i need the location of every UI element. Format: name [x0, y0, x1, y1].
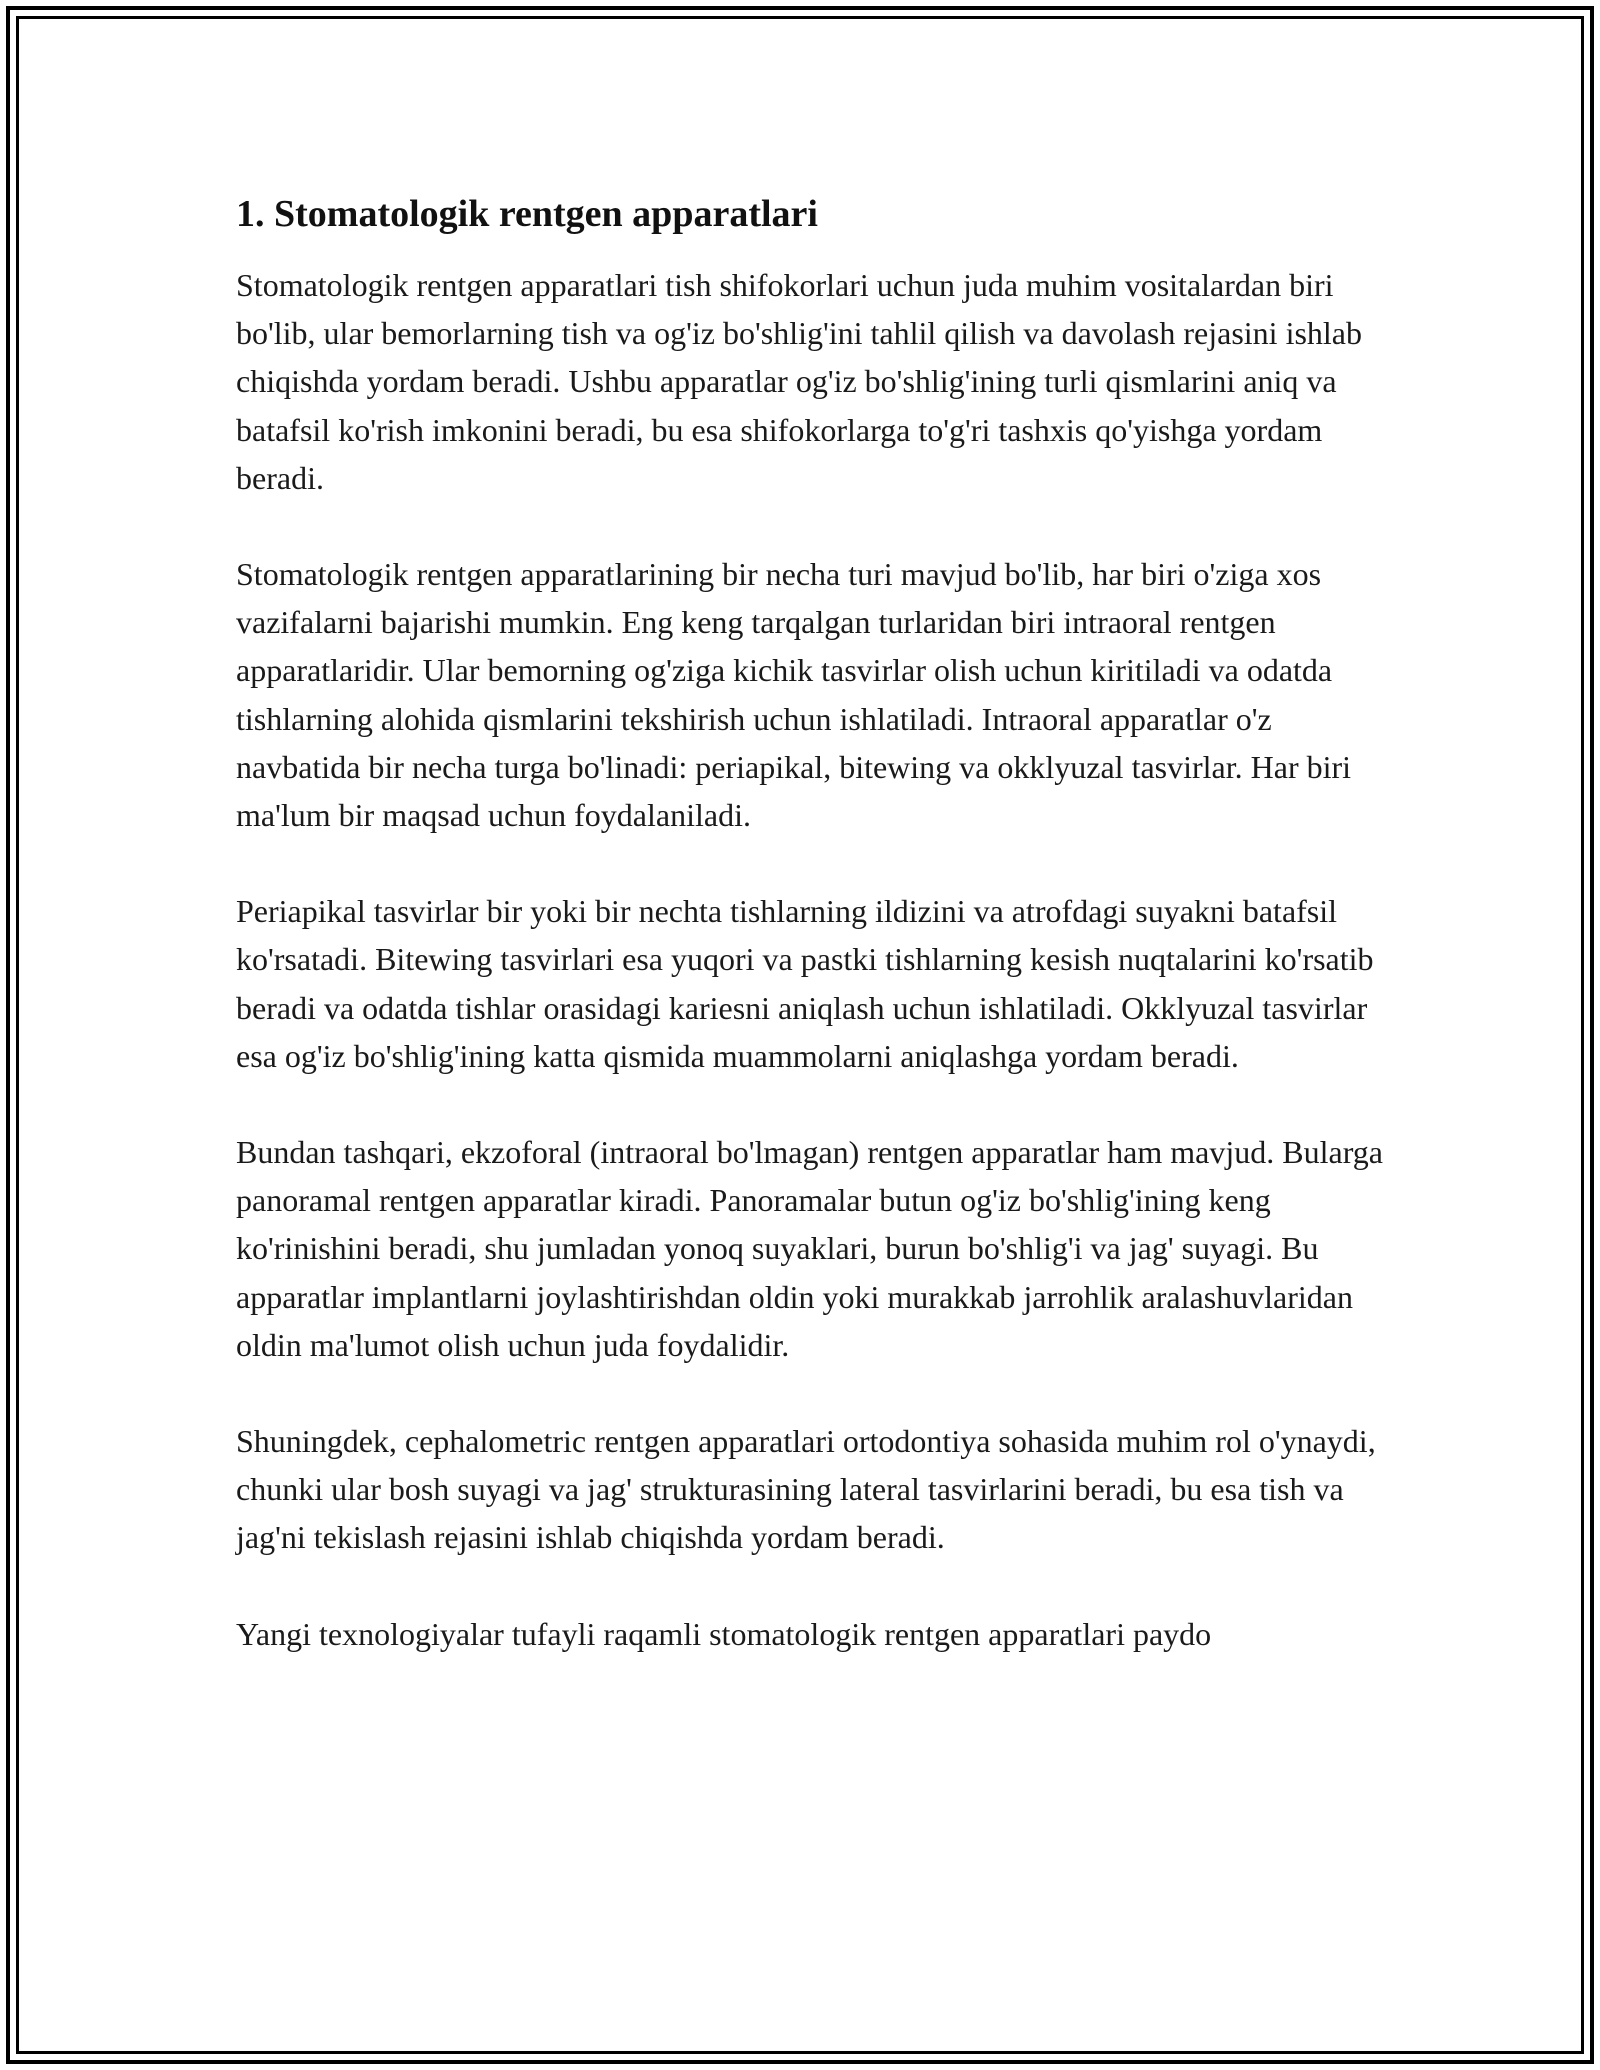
paragraph-1: Stomatologik rentgen apparatlari tish shifokorlari uchun juda muhim vositalardan biri bo'lib, ular bemorlarning tish va og'iz bo'shlig'ini tahlil qilish va davolash rejasini ishlab chiqishda yordam beradi. Ushbu apparatlar og'iz bo'shlig'ining turli qismlarini aniq va batafsil ko'rish imkonini beradi, bu esa shifokorlarga to'g'ri tashxis qo'yishga yordam beradi. — [236, 267, 1362, 496]
page-title: 1. Stomatologik rentgen apparatlari — [236, 193, 818, 235]
paragraph-6: Yangi texnologiyalar tufayli raqamli stomatologik rentgen apparatlari paydo — [236, 1615, 1212, 1652]
paragraph-2: Stomatologik rentgen apparatlarining bir necha turi mavjud bo'lib, har biri o'ziga xos vazifalarni bajarishi mumkin. Eng keng tarqalgan turlaridan biri intraoral rentgen apparatlaridir. Ular bemorning og'ziga kichik tasvirlar olish uchun kiritiladi va odatda tishlarning alohida qismlarini tekshirish uchun ishlatiladi. Intraoral apparatlar o'z navbatida bir necha turga bo'linadi: periapikal, bitewing va okklyuzal tasvirlar. Har biri ma'lum bir maqsad uchun foydalaniladi. — [236, 556, 1352, 834]
paragraph-5: Shuningdek, cephalometric rentgen apparatlari ortodontiya sohasida muhim rol o'ynaydi, chunki ular bosh suyagi va jag' strukturasining lateral tasvirlarini beradi, bu esa tish va jag'ni tekislash rejasini ishlab chiqishda yordam beradi. — [236, 1423, 1376, 1556]
paragraph-4: Bundan tashqari, ekzoforal (intraoral bo'lmagan) rentgen apparatlar ham mavjud. Bularga panoramal rentgen apparatlar kiradi. Panoramalar butun og'iz bo'shlig'ining keng ko'rinishini beradi, shu jumladan yonoq suyaklari, burun bo'shlig'i va jag' suyagi. Bu apparatlar implantlarni joylashtirishdan oldin yoki murakkab jarrohlik aralashuvlaridan oldin ma'lumot olish uchun juda foydalidir. — [236, 1134, 1383, 1363]
document-body — [236, 185, 1396, 1658]
paragraph-3: Periapikal tasvirlar bir yoki bir nechta tishlarning ildizini va atrofdagi suyakni batafsil ko'rsatadi. Bitewing tasvirlari esa yuqori va pastki tishlarning kesish nuqtalarini ko'rsatib beradi va odatda tishlar orasidagi kariesni aniqlash uchun ishlatiladi. Okklyuzal tasvirlar esa og'iz bo'shlig'ining katta qismida muammolarni aniqlashga yordam beradi. — [236, 893, 1374, 1074]
